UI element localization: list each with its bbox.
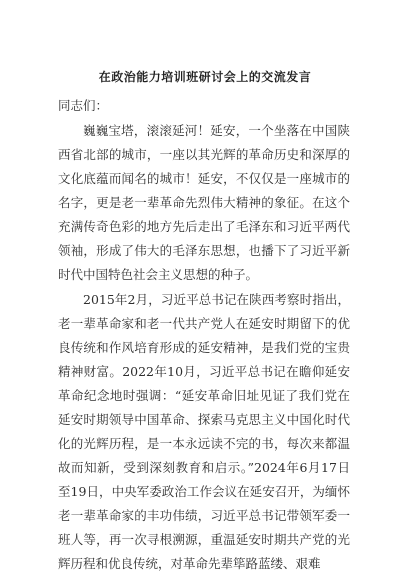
document-title: 在政治能力培训班研讨会上的交流发言 bbox=[98, 70, 312, 84]
body-paragraph: 巍巍宝塔，滚滚延河！延安，一个坐落在中国陕西省北部的城市，一座以其光辉的革命历史和深厚的文化底蕴而闻名的城市！延安，不仅仅是一座城市的名字，更是老一辈革命先烈伟大精神的象征。在这个充满传奇色彩的地方先后走出了毛泽东和习近平两代领袖，形成了伟大的毛泽东思想，也播下了习近平新时代中国特色社会主义思想的种子。 bbox=[58, 123, 350, 282]
salutation: 同志们： bbox=[58, 98, 109, 113]
body-paragraph: 2015年2月，习近平总书记在陕西考察时指出，老一辈革命家和老一代共产党人在延安时期留下的优良传统和作风培育形成的延安精神，是我们党的宝贵精神财富。2022年10月，习近平总书记在瞻仰延安革命纪念地时强调：“延安革命旧址见证了我们党在延安时期领导中国革命、探索马克思主义中国化时代化的光辉历程，是一本永远读不完的书，每次来都温故而知新，受到深刻教育和启示。”2024年6月17日至19日，中央军委政治工作会议在延安召开，为缅怀老一辈革命家的丰功伟绩，习近平总书记带领军委一班人等，再一次寻根溯源，重温延安时期共产党的光辉历程和优良传统，对革命先辈筚路蓝缕、艰难 bbox=[58, 292, 350, 571]
